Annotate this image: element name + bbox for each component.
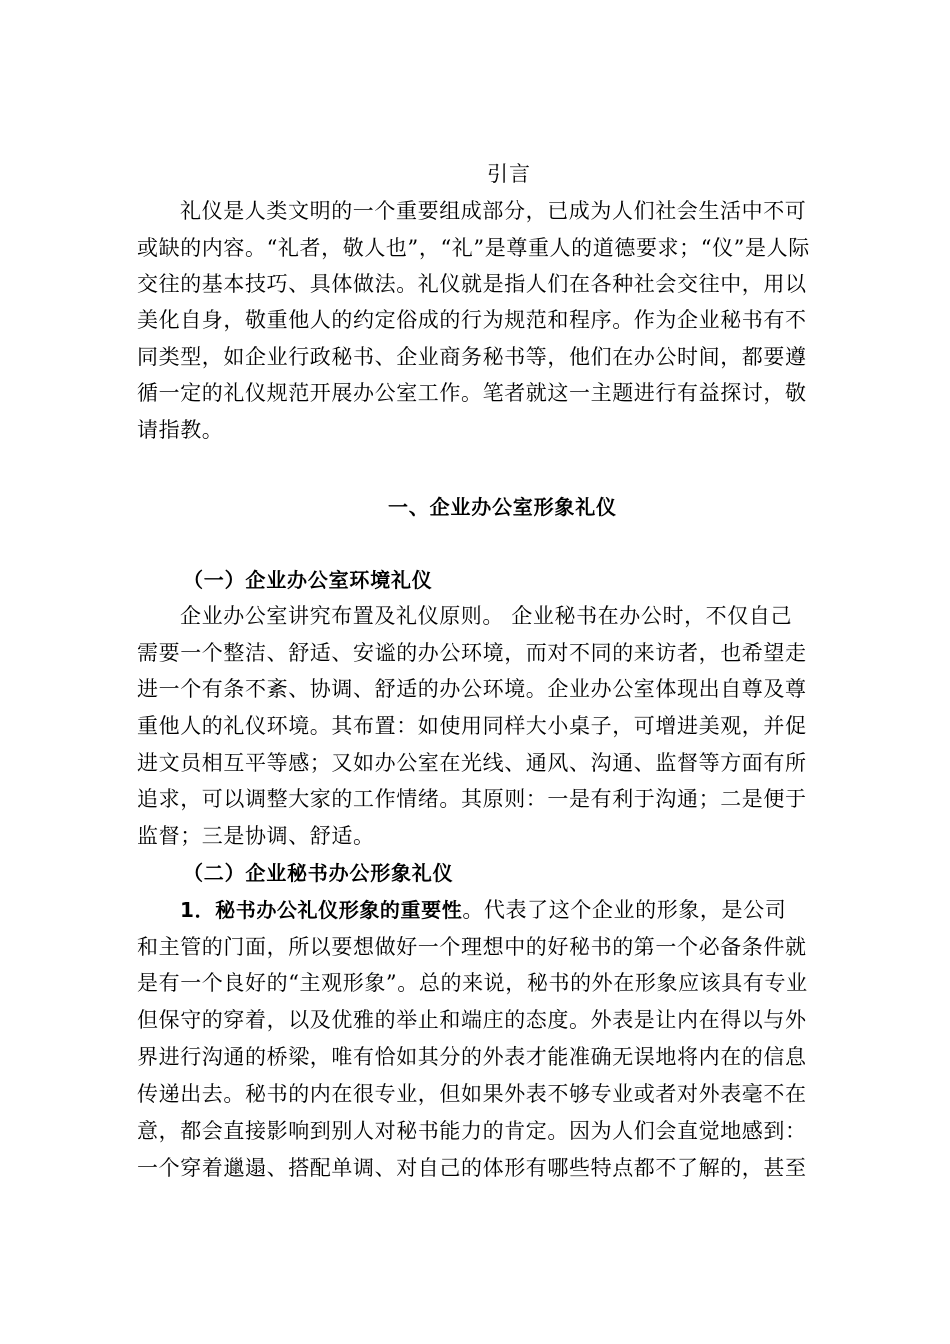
intro-line: 循一定的礼仪规范开展办公室工作。笔者就这一主题进行有益探讨，敬: [137, 381, 807, 405]
body-line: 重他人的礼仪环境。其布置：如使用同样大小桌子，可增进美观，并促: [137, 714, 807, 738]
body-line: 传递出去。秘书的内在很专业，但如果外表不够专业或者对外表毫不在: [137, 1082, 807, 1106]
intro-line: 礼仪是人类文明的一个重要组成部分，已成为人们社会生活中不可: [180, 199, 807, 223]
subsection-heading: （二）企业秘书办公形象礼仪: [183, 861, 454, 885]
intro-line: 请指教。: [137, 418, 224, 442]
body-line: 一个穿着邋遢、搭配单调、对自己的体形有哪些特点都不了解的，甚至: [137, 1156, 807, 1180]
body-line-lead: [180, 898, 837, 922]
body-line: 进一个有条不紊、协调、舒适的办公环境。企业办公室体现出自尊及尊: [137, 677, 807, 701]
bold-lead-text: 1．秘书办公礼仪形象的重要性: [180, 898, 463, 922]
body-line: 和主管的门面，所以要想做好一个理想中的好秘书的第一个必备条件就: [137, 935, 807, 959]
body-line: 界进行沟通的桥梁，唯有恰如其分的外表才能准确无误地将内在的信息: [137, 1045, 807, 1069]
intro-line: 或缺的内容。“礼者，敬人也”，“礼”是尊重人的道德要求；“仪”是人际: [137, 236, 810, 260]
intro-line: 同类型，如企业行政秘书、企业商务秘书等，他们在办公时间，都要遵: [137, 345, 807, 369]
body-line: 意，都会直接影响到别人对秘书能力的肯定。因为人们会直觉地感到：: [137, 1119, 807, 1143]
subsection-heading: （一）企业办公室环境礼仪: [183, 568, 433, 592]
body-line: 但保守的穿着，以及优雅的举止和端庄的态度。外表是让内在得以与外: [137, 1008, 807, 1032]
body-line: 追求，可以调整大家的工作情绪。其原则：一是有利于沟通；二是便于: [137, 787, 807, 811]
page-title: 引言: [487, 162, 531, 186]
body-line: 进文员相互平等感；又如办公室在光线、通风、沟通、监督等方面有所: [137, 751, 807, 775]
intro-line: 交往的基本技巧、具体做法。礼仪就是指人们在各种社会交往中，用以: [137, 272, 807, 296]
body-line: 需要一个整洁、舒适、安谧的办公环境，而对不同的来访者，也希望走: [137, 641, 807, 665]
lead-rest-text: 。代表了这个企业的形象，是公司: [462, 898, 787, 922]
body-line: 企业办公室讲究布置及礼仪原则。 企业秘书在办公时，不仅自己: [180, 604, 793, 628]
body-line: 监督；三是协调、舒适。: [137, 824, 375, 848]
body-line: 是有一个良好的“主观形象”。总的来说，秘书的外在形象应该具有专业: [137, 971, 808, 995]
intro-line: 美化自身，敬重他人的约定俗成的行为规范和程序。作为企业秘书有不: [137, 308, 807, 332]
section-heading: 一、企业办公室形象礼仪: [388, 495, 617, 519]
